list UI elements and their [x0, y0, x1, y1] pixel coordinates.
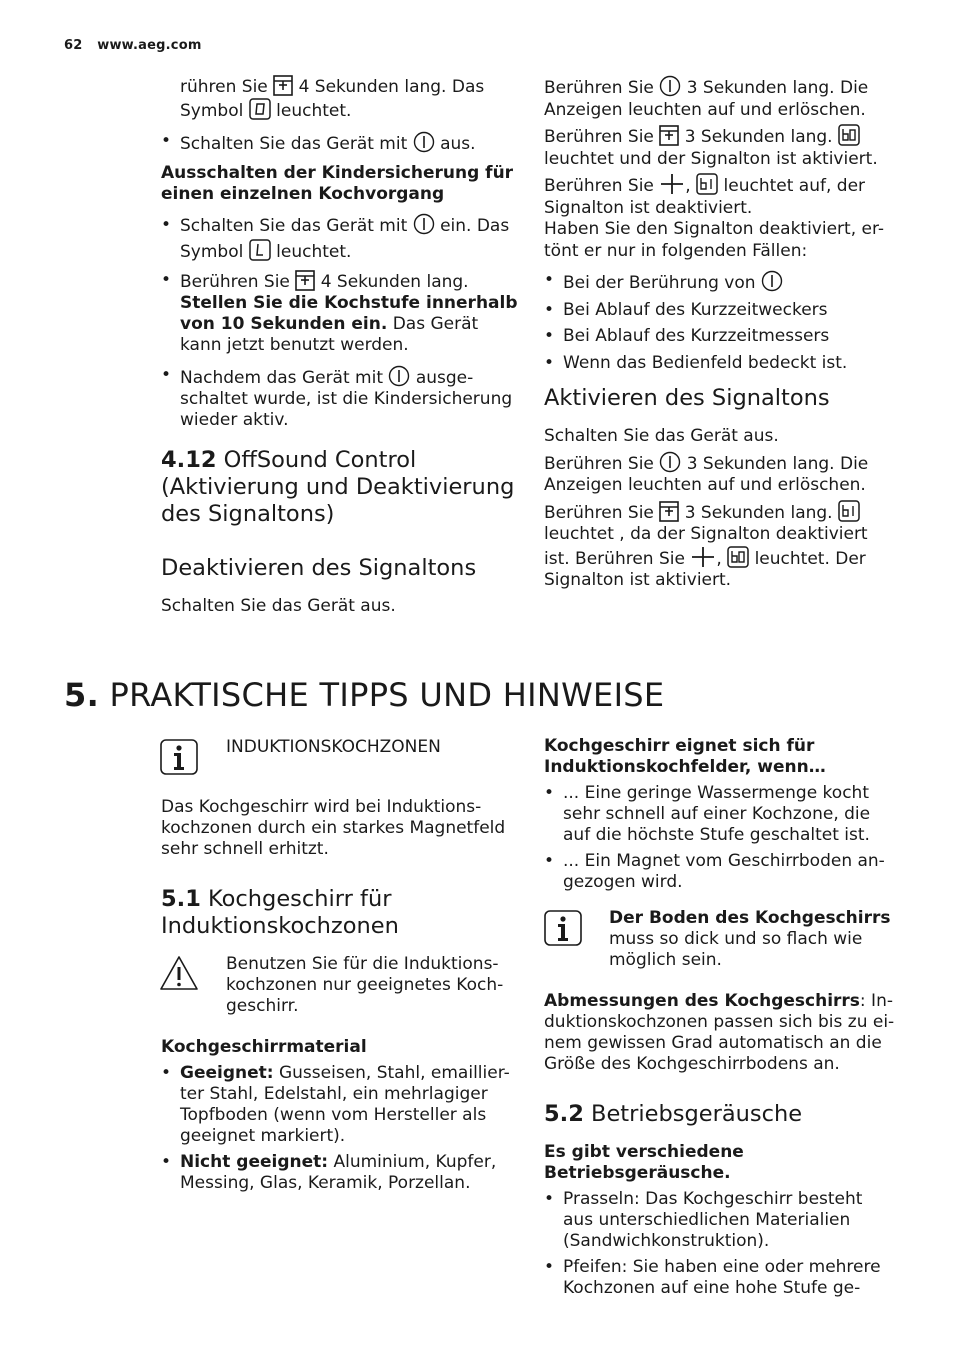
warning-text	[226, 954, 526, 1017]
chapter-number: 5.	[64, 676, 100, 714]
text: Kochzonen auf eine hohe Stufe ge-	[563, 1278, 861, 1298]
activate-text	[544, 426, 904, 592]
text: geeignet markiert).	[180, 1126, 346, 1146]
text: Nachdem das Gerät mit	[180, 368, 383, 388]
text: Schalten Sie das Gerät mit	[180, 216, 408, 236]
deactivate-text: Schalten Sie das Gerät aus.	[161, 596, 396, 616]
text: Größe des Kochgeschirrbodens an.	[544, 1054, 840, 1074]
text: Schalten Sie das Gerät mit	[180, 134, 408, 154]
list-item: • Bei Ablauf des Kurzzeitmessers	[544, 326, 904, 348]
text: Gusseisen, Stahl, emaillier-	[278, 1063, 510, 1083]
left-top-column	[161, 75, 521, 431]
section-heading-5-2	[544, 1101, 802, 1128]
right-top-column	[544, 75, 904, 374]
power-icon	[413, 131, 435, 153]
text: Symbol	[180, 242, 244, 262]
text: ausge-	[415, 368, 474, 388]
list-item: • Bei Ablauf des Kurzzeitweckers	[544, 300, 904, 322]
list-item	[161, 213, 521, 265]
text: geschirr.	[226, 996, 299, 1016]
list-item	[544, 851, 904, 893]
text: Berühren Sie	[544, 453, 654, 474]
text: möglich sein.	[609, 950, 722, 970]
display-b0-icon	[838, 124, 860, 146]
display-b0-icon	[727, 546, 749, 568]
right-bottom-column	[544, 736, 904, 893]
lock-icon	[659, 125, 679, 146]
text: kochzonen durch ein starkes Magnetfeld	[161, 818, 506, 838]
text: schaltet wurde, ist die Kindersicherung wieder aktiv.	[180, 389, 513, 430]
power-icon	[413, 213, 435, 235]
text: ... Eine geringe Wassermenge kocht	[563, 783, 869, 803]
section-title: Betriebsgeräusche	[591, 1101, 803, 1127]
text: Bei der Berührung von	[563, 273, 756, 293]
text: : In-	[859, 991, 893, 1011]
material-section	[161, 1037, 521, 1194]
text: Es gibt verschiedene	[544, 1142, 744, 1162]
text: kochzonen nur geeignetes Koch-	[226, 975, 504, 995]
list-item: • Wenn das Bedienfeld bedeckt ist.	[544, 353, 904, 375]
text: 3 Sekunden lang. Die	[686, 78, 869, 98]
warning-icon	[159, 955, 199, 991]
text: Kochgeschirr eignet sich für	[544, 736, 815, 756]
page-number: 62	[64, 38, 83, 53]
text: Aluminium, Kupfer,	[333, 1152, 497, 1172]
info-icon	[544, 910, 582, 946]
info-note	[609, 908, 909, 971]
section-number: 5.2	[544, 1101, 584, 1127]
text: auf die höchste Stufe geschaltet ist.	[563, 825, 870, 845]
text: rühren Sie	[180, 77, 268, 97]
list-item	[161, 270, 521, 356]
text: Signalton ist deaktiviert.	[544, 197, 753, 218]
power-icon	[659, 75, 681, 97]
page-header	[64, 38, 202, 53]
lock-icon	[273, 75, 293, 96]
list-item	[161, 365, 521, 431]
display-l-icon	[249, 239, 271, 261]
text: Berühren Sie	[544, 176, 654, 196]
text: (Sandwichkonstruktion).	[563, 1231, 770, 1251]
lock-icon	[659, 501, 679, 522]
text: Topfboden (wenn vom Hersteller als	[180, 1105, 487, 1125]
text: Stellen Sie die Kochstufe innerhalb von 10 Sekunden ein.	[180, 293, 518, 334]
text: Pfeifen: Sie haben eine oder mehrere	[563, 1257, 881, 1277]
display-b1-icon	[696, 173, 718, 195]
text: leuchtet auf, der	[723, 176, 866, 196]
text: aus.	[440, 134, 476, 154]
chapter-heading	[64, 676, 664, 714]
text: nem gewissen Grad automatisch an die	[544, 1033, 882, 1053]
lock-icon	[295, 270, 315, 291]
info-icon	[160, 739, 198, 775]
power-icon	[761, 270, 783, 292]
text: tönt er nur in folgenden Fällen:	[544, 240, 808, 261]
activate-heading: Aktivieren des Signaltons	[544, 385, 830, 411]
text: Berühren Sie	[544, 127, 654, 147]
text: Betriebsgeräusche.	[544, 1163, 731, 1183]
text: aus unterschiedlichen Materialien	[563, 1210, 851, 1230]
list-item	[161, 131, 521, 155]
text: Haben Sie den Signalton deaktiviert, er-	[544, 219, 884, 239]
noise-section	[544, 1142, 904, 1299]
text: Anzeigen leuchten auf und erlöschen.	[544, 475, 866, 495]
text: duktionskochzonen passen sich bis zu ei-	[544, 1012, 895, 1032]
display-b1-icon	[838, 500, 860, 522]
list-item	[544, 1257, 904, 1299]
text: Das Gerät kann jetzt benutzt werden.	[180, 314, 479, 355]
display-zero-icon	[249, 98, 271, 120]
text: Messing, Glas, Keramik, Porzellan.	[180, 1173, 471, 1193]
text: sehr schnell auf einer Kochzone, die	[563, 804, 871, 824]
text: Benutzen Sie für die Induktions-	[226, 954, 499, 974]
section-title: Induktionskochzonen	[161, 913, 399, 939]
text: Symbol	[180, 101, 244, 121]
section-heading-4-12	[161, 447, 521, 528]
text: muss so dick und so flach wie	[609, 929, 863, 949]
text: sehr schnell erhitzt.	[161, 839, 329, 859]
header-url: www.aeg.com	[97, 38, 202, 53]
list-item	[544, 783, 904, 846]
dimensions-paragraph	[544, 991, 904, 1075]
text: ein. Das	[440, 216, 510, 236]
list-item	[161, 1152, 521, 1194]
text: Schalten Sie das Gerät aus.	[544, 426, 779, 446]
text: Berühren Sie	[544, 502, 654, 523]
text: Prasseln: Das Kochgeschirr besteht	[563, 1189, 863, 1209]
text: Anzeigen leuchten auf und erlöschen.	[544, 99, 866, 120]
section-number: 5.1	[161, 886, 201, 912]
section-number: 4.12	[161, 447, 217, 473]
section-title: OffSound Control (Aktivierung und Deaktivierung des Signaltons)	[161, 447, 515, 527]
text: Berühren Sie	[544, 78, 654, 98]
subheading: Kochgeschirrmaterial	[161, 1037, 367, 1057]
text: 3 Sekunden lang.	[684, 127, 833, 147]
text: leuchtet. Der	[754, 548, 866, 569]
text: Berühren Sie	[180, 272, 290, 292]
text: Geeignet:	[180, 1063, 274, 1083]
text: ... Ein Magnet vom Geschirrboden an-	[563, 851, 885, 871]
text: leuchtet.	[276, 242, 352, 262]
text: 4 Sekunden lang.	[320, 272, 469, 292]
text: Der Boden des Kochgeschirrs	[609, 908, 891, 928]
list-item	[161, 1063, 521, 1147]
text: Abmessungen des Kochgeschirrs	[544, 991, 860, 1011]
text: ,	[716, 548, 722, 569]
info-label: INDUKTIONSKOCHZONEN	[226, 737, 441, 757]
section-title: Kochgeschirr für	[208, 886, 392, 912]
section-heading-5-1	[161, 886, 521, 940]
text: ,	[685, 176, 691, 196]
chapter-title: PRAKTISCHE TIPPS UND HINWEISE	[109, 676, 665, 714]
power-icon	[388, 365, 410, 387]
text: Induktionskochfelder, wenn…	[544, 757, 826, 777]
text: 4 Sekunden lang. Das	[298, 77, 485, 97]
text: gezogen wird.	[563, 872, 683, 892]
list-item	[544, 270, 904, 295]
intro-paragraph	[161, 797, 521, 860]
list-item	[544, 1189, 904, 1252]
text: leuchtet und der Signalton ist aktiviert.	[544, 148, 878, 169]
text: Nicht geeignet:	[180, 1152, 329, 1172]
text: ist. Berühren Sie	[544, 548, 685, 569]
deactivate-heading: Deaktivieren des Signaltons	[161, 555, 477, 581]
text: Signalton ist aktiviert.	[544, 570, 732, 590]
text: 3 Sekunden lang.	[684, 502, 833, 523]
text: 3 Sekunden lang. Die	[686, 453, 869, 474]
text: Das Kochgeschirr wird bei Induktions-	[161, 797, 482, 817]
plus-icon	[690, 546, 716, 568]
text: leuchtet.	[276, 101, 352, 121]
subheading: Ausschalten der Kindersicherung für einen einzelnen Kochvorgang	[161, 163, 514, 204]
text: leuchtet , da der Signalton deaktiviert	[544, 524, 868, 544]
text: ter Stahl, Edelstahl, ein mehrlagiger	[180, 1084, 488, 1104]
plus-icon	[659, 173, 685, 195]
power-icon	[659, 451, 681, 473]
